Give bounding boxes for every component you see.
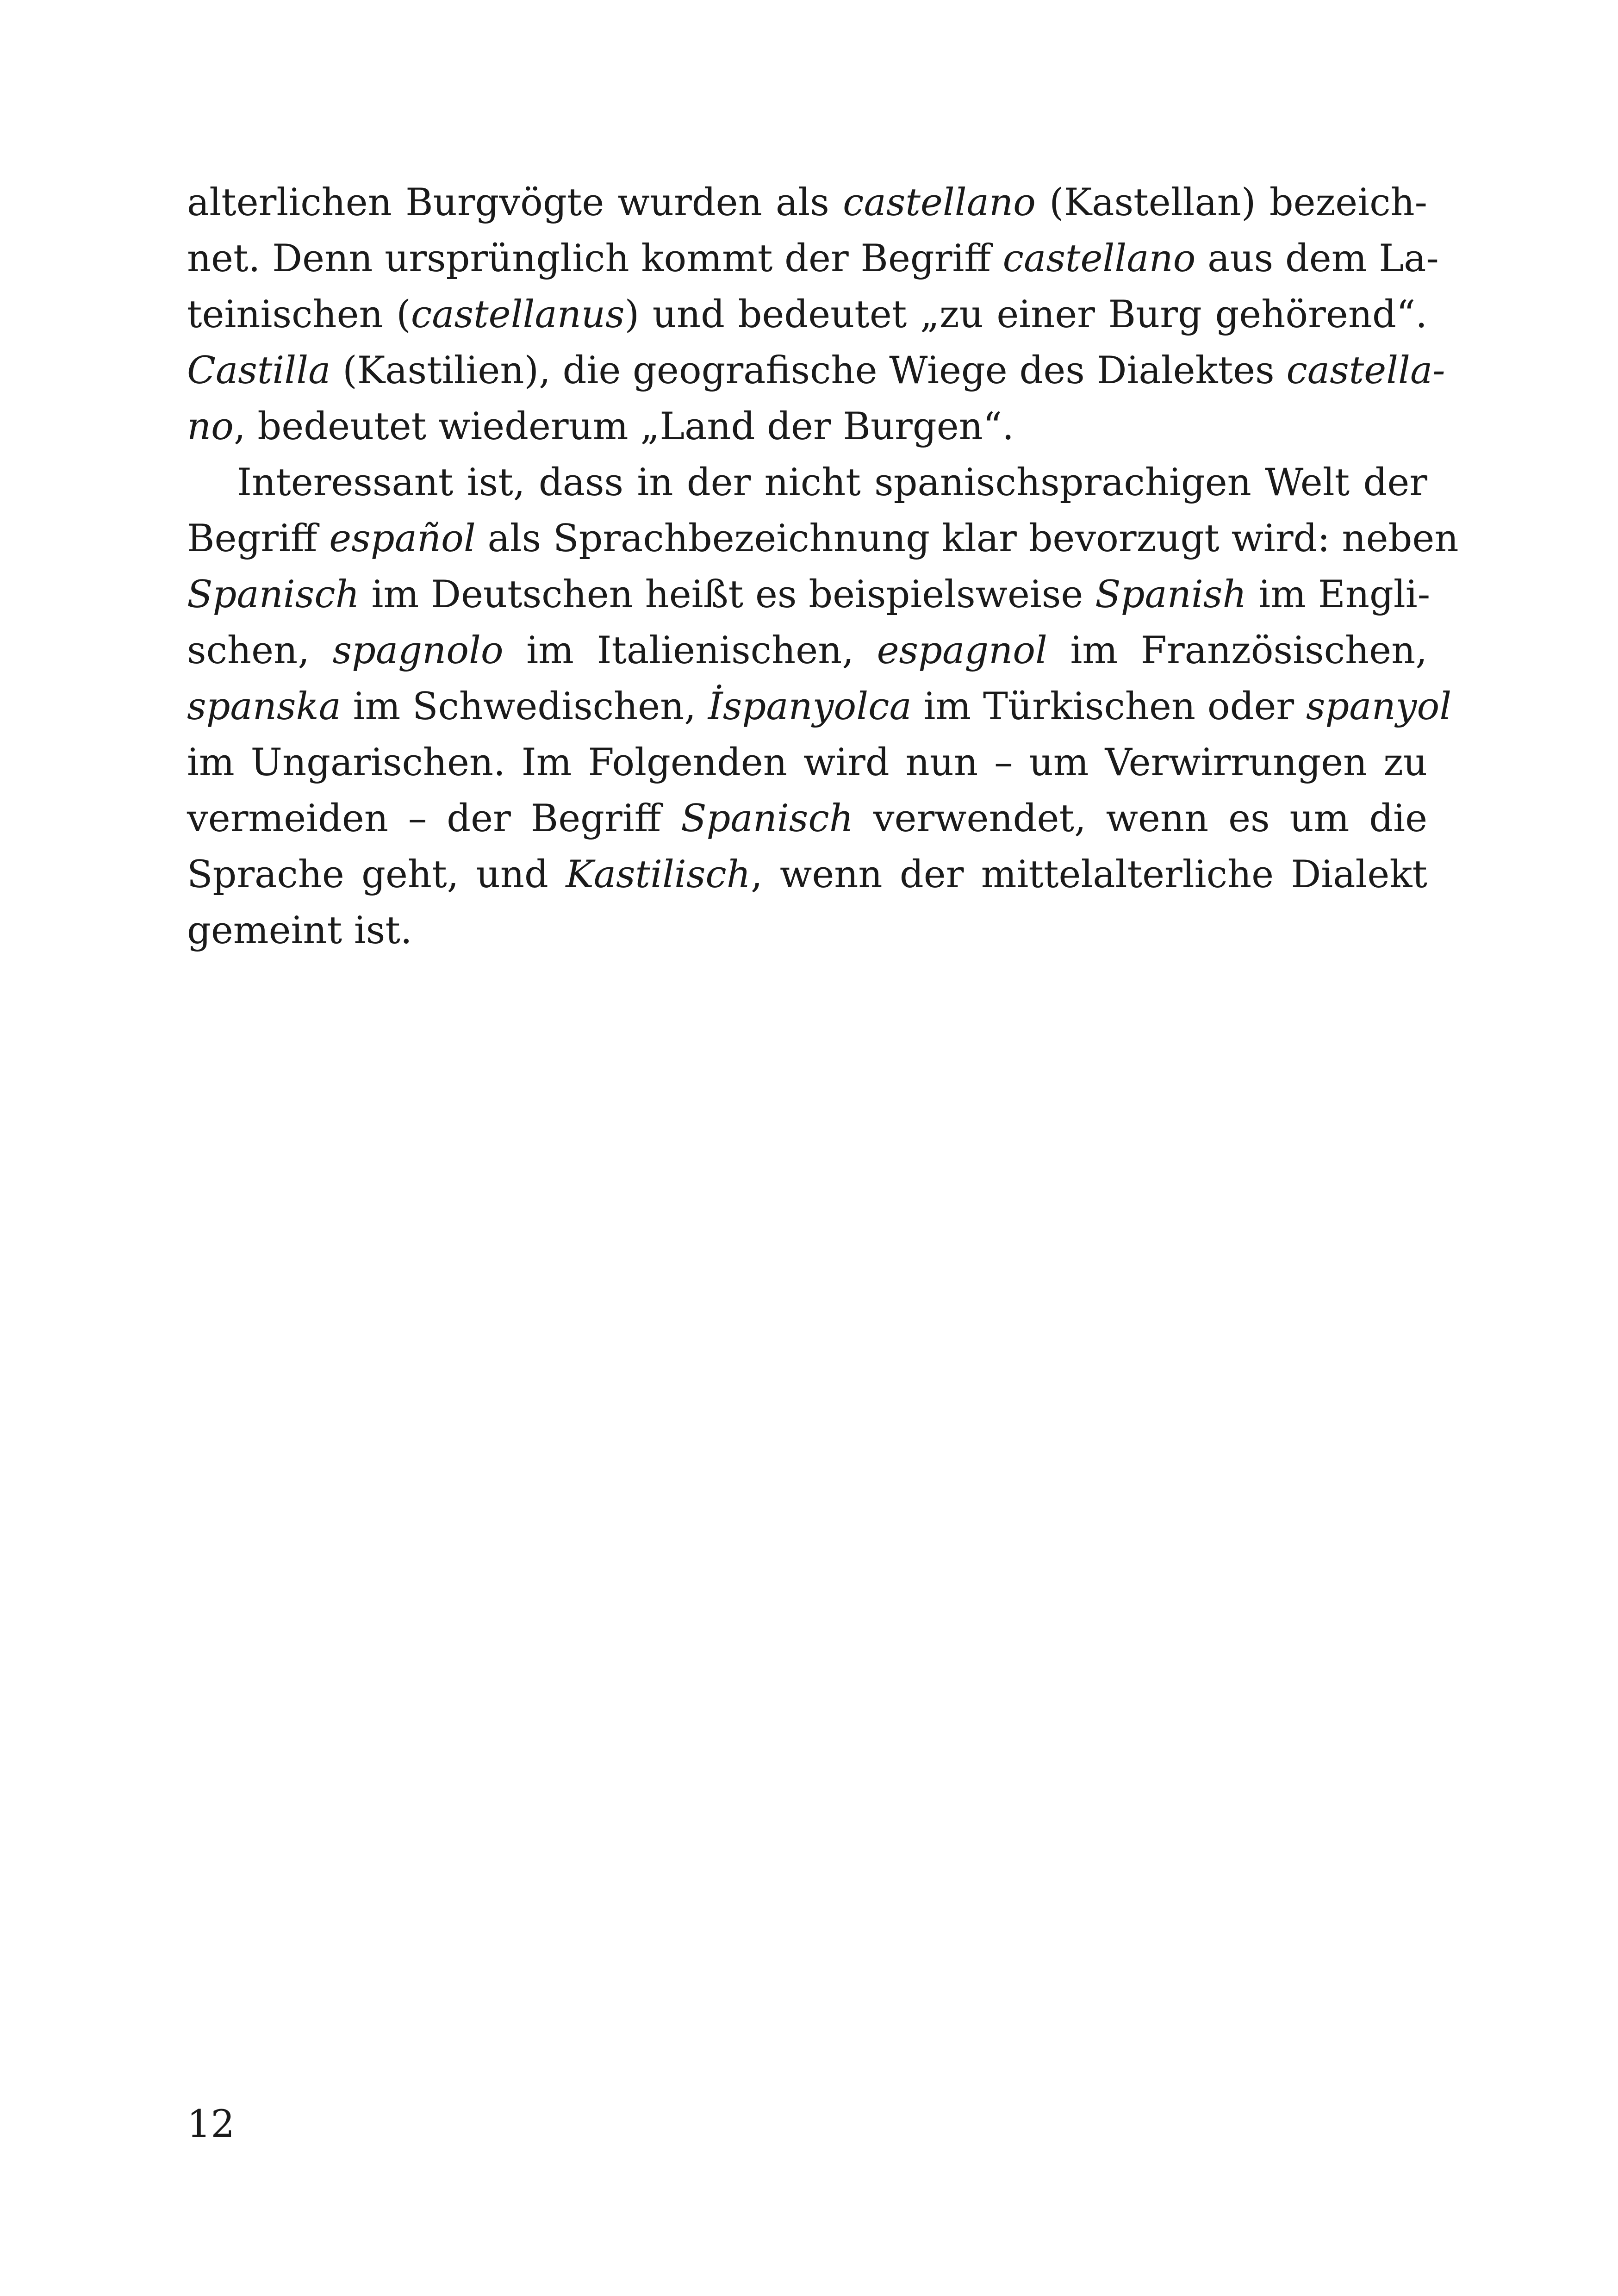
italic-term: spanska	[187, 685, 341, 728]
text-segment: , bedeutet wiederum „Land der Burgen“.	[233, 405, 1014, 448]
text-segment: , wenn der mittelalterliche Dialekt	[750, 853, 1427, 896]
text-line	[187, 287, 1427, 343]
italic-term: spanyol	[1306, 685, 1452, 728]
text-line	[187, 455, 1427, 511]
italic-term: no	[187, 405, 234, 448]
italic-term: espagnol	[877, 629, 1047, 672]
text-segment: im Deutschen heißt es beispielsweise	[359, 573, 1095, 616]
italic-term: Kastilisch	[566, 853, 751, 896]
text-segment: ) und bedeutet „zu einer Burg gehörend“.	[624, 293, 1427, 336]
text-segment: teinischen (	[187, 293, 411, 336]
text-line	[187, 511, 1459, 567]
text-line	[187, 735, 1427, 791]
text-segment: im Engli-	[1246, 573, 1431, 616]
text-segment: im Italienischen,	[503, 629, 877, 672]
text-line	[187, 175, 1427, 231]
italic-term: castellanus	[411, 293, 625, 336]
text-segment: Interessant ist, dass in der nicht spanischsprachigen Welt der	[237, 461, 1427, 504]
text-line	[187, 791, 1427, 847]
text-segment: schen,	[187, 629, 333, 672]
text-segment: im Französischen,	[1047, 629, 1427, 672]
text-segment: vermeiden – der Begriff	[187, 797, 681, 840]
text-segment: gemeint ist.	[187, 909, 412, 952]
text-segment: im Türkischen oder	[911, 685, 1306, 728]
text-line	[187, 567, 1431, 623]
text-segment: Begriff	[187, 517, 330, 560]
italic-term: español	[329, 517, 476, 560]
paragraph	[187, 455, 1459, 959]
italic-term: castella-	[1286, 349, 1445, 392]
text-segment: als Sprachbezeichnung klar bevorzugt wird: neben	[475, 517, 1459, 560]
italic-term: castellano	[1002, 237, 1196, 280]
italic-term: castellano	[843, 181, 1036, 224]
italic-term: Spanisch	[681, 797, 853, 840]
text-line	[187, 847, 1427, 903]
italic-term: Castilla	[187, 349, 331, 392]
italic-term: Spanisch	[187, 573, 360, 616]
text-line	[187, 679, 1452, 735]
text-line	[187, 343, 1445, 399]
italic-term: Spanish	[1095, 573, 1247, 616]
text-segment: Sprache geht, und	[187, 853, 566, 896]
text-line	[187, 231, 1439, 287]
text-segment: (Kastellan) bezeich-	[1035, 181, 1428, 224]
text-line	[187, 623, 1427, 679]
text-segment: aus dem La-	[1195, 237, 1439, 280]
text-segment: verwendet, wenn es um die	[853, 797, 1428, 840]
page-number: 12	[187, 2103, 235, 2146]
text-line	[187, 903, 1427, 959]
text-segment: im Schwedischen,	[341, 685, 708, 728]
paragraph	[187, 175, 1445, 455]
text-segment: im Ungarischen. Im Folgenden wird nun – um Verwirrungen zu	[187, 741, 1427, 784]
body-text	[187, 175, 1459, 959]
text-line	[187, 399, 1427, 455]
italic-term: İspanyolca	[708, 685, 912, 728]
italic-term: spagnolo	[332, 629, 504, 672]
text-segment: (Kastilien), die geografische Wiege des Dialektes	[330, 349, 1287, 392]
text-segment: alterlichen Burgvögte wurden als	[187, 181, 843, 224]
text-segment: net. Denn ursprünglich kommt der Begriff	[187, 237, 1003, 280]
